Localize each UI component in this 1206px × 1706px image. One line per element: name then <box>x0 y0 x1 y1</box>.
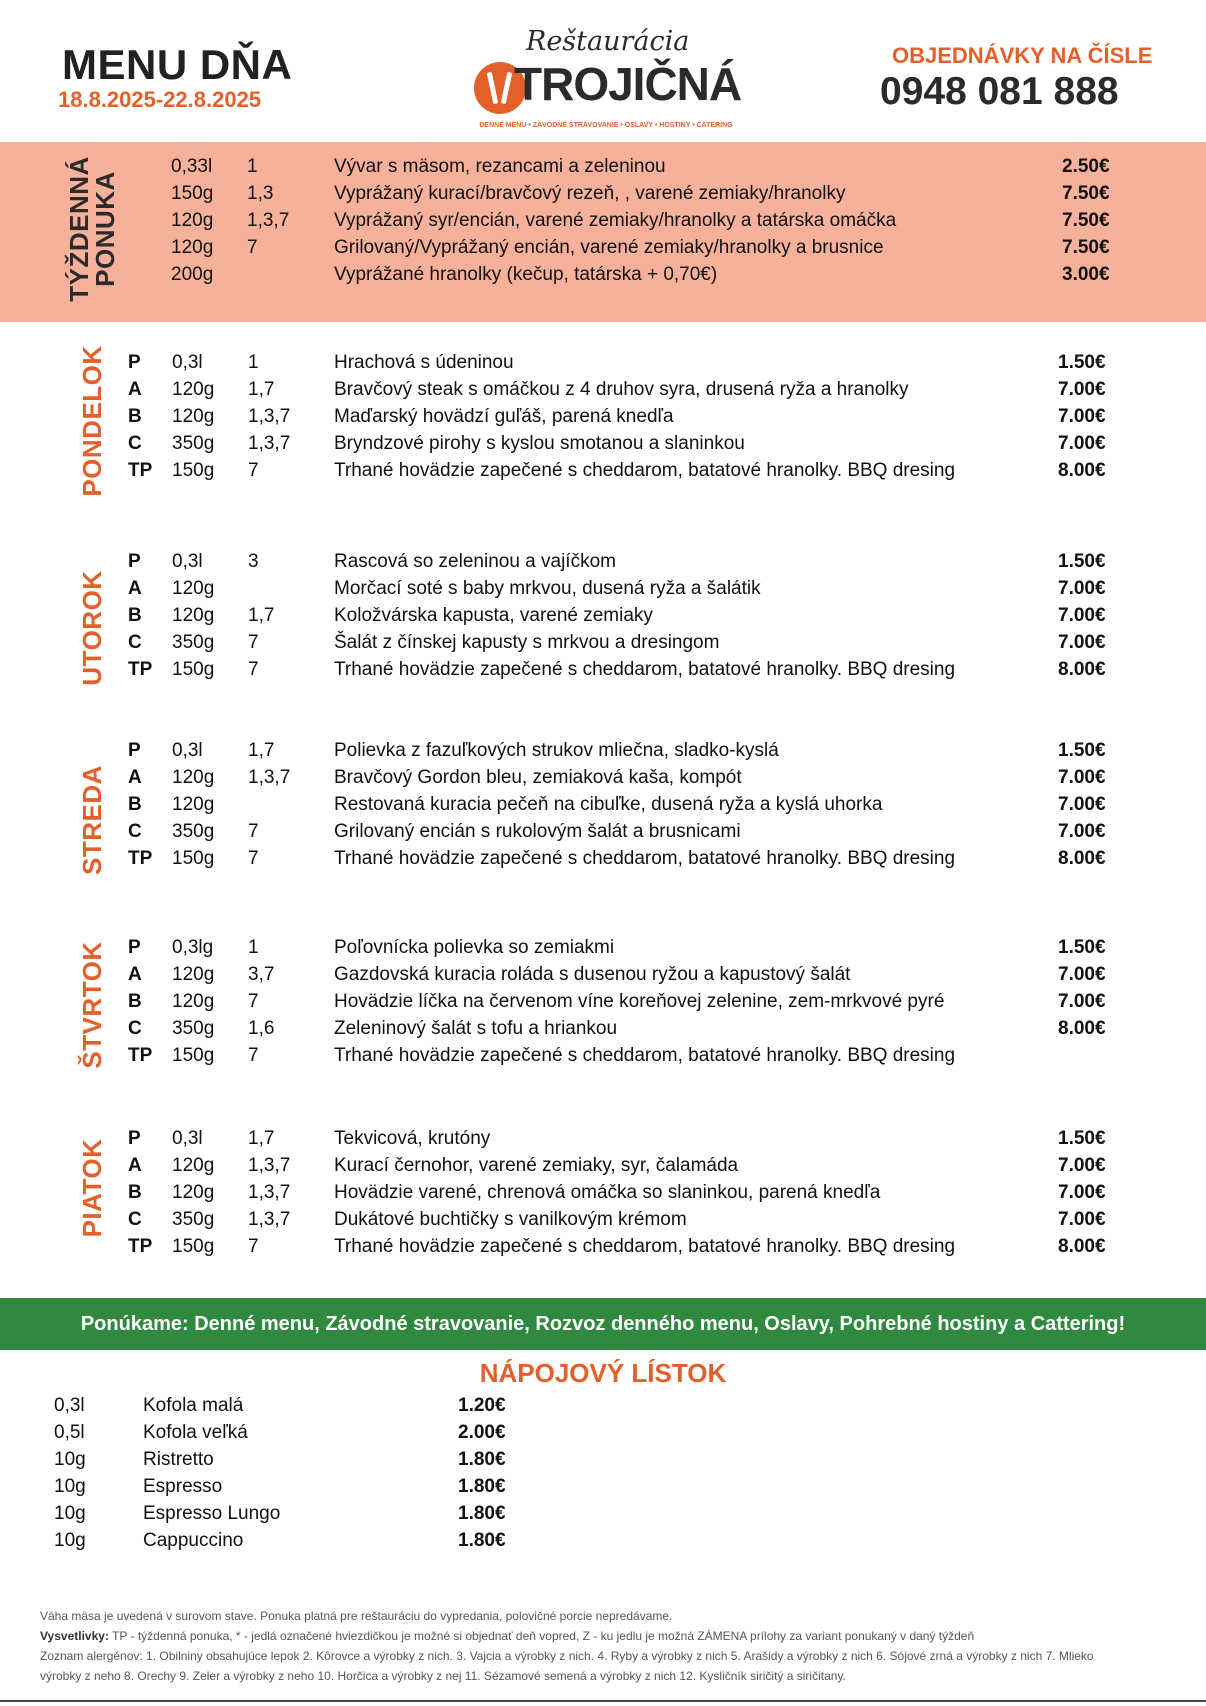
menu-row <box>0 350 1206 376</box>
menu-row <box>0 935 1206 961</box>
bottom-divider <box>0 1700 1206 1702</box>
item-weight: 350g <box>172 433 215 454</box>
drink-price: 1.80€ <box>458 1503 506 1524</box>
item-allergens: 7 <box>248 659 259 680</box>
item-price: 7.00€ <box>1058 1209 1106 1230</box>
drink-price: 1.80€ <box>458 1476 506 1497</box>
menu-row <box>0 962 1206 988</box>
item-allergens: 1,7 <box>248 1128 275 1149</box>
drink-price: 1.20€ <box>458 1395 506 1416</box>
item-description: Morčací soté s baby mrkvou, dusená ryža a šalátik <box>334 578 761 599</box>
item-price: 7.00€ <box>1058 632 1106 653</box>
item-allergens: 3 <box>248 551 259 572</box>
menu-row <box>0 377 1206 403</box>
item-allergens: 1,3,7 <box>248 1155 291 1176</box>
menu-row <box>0 792 1206 818</box>
item-weight: 350g <box>172 1209 215 1230</box>
item-allergens: 1 <box>248 352 259 373</box>
item-description: Polievka z fazuľkových strukov mliečna, sladko-kyslá <box>334 740 779 761</box>
weekly-menu-row <box>0 208 1206 234</box>
item-description: Trhané hovädzie zapečené s cheddarom, batatové hranolky. BBQ dresing <box>334 1236 956 1257</box>
drink-row <box>0 1500 600 1527</box>
drink-price: 1.80€ <box>458 1530 506 1551</box>
menu-row <box>0 657 1206 683</box>
item-price: 7.50€ <box>1062 183 1110 204</box>
item-weight: 0,3l <box>172 740 203 761</box>
drink-volume: 10g <box>54 1476 86 1497</box>
item-code: P <box>128 1128 141 1149</box>
order-label: OBJEDNÁVKY NA ČÍSLE <box>892 43 1153 68</box>
drink-row <box>0 1419 600 1446</box>
drink-name: Espresso Lungo <box>143 1503 281 1524</box>
item-weight: 120g <box>172 1182 215 1203</box>
drink-name: Espresso <box>143 1476 223 1497</box>
item-description: Restovaná kuracia pečeň na cibuľke, dusená ryža a kyslá uhorka <box>334 794 883 815</box>
footer-legend-label: Vysvetlivky: <box>40 1629 109 1643</box>
footer-weight-note: Váha mäsa je uvedená v surovom stave. Ponuka platná pre reštauráciu do vypredania, polovičné porcie nepredávame. <box>40 1609 673 1623</box>
item-weight: 150g <box>172 1236 215 1257</box>
item-description: Hovädzie líčka na červenom víne koreňovej zelenine, zem-mrkvové pyré <box>334 991 945 1012</box>
item-description: Poľovnícka polievka so zemiakmi <box>334 937 615 958</box>
item-price: 7.00€ <box>1058 433 1106 454</box>
item-code: A <box>128 964 142 985</box>
item-code: C <box>128 632 142 653</box>
item-code: A <box>128 379 142 400</box>
drink-volume: 10g <box>54 1449 86 1470</box>
restaurant-logo <box>474 26 742 134</box>
item-description: Trhané hovädzie zapečené s cheddarom, batatové hranolky. BBQ dresing <box>334 659 956 680</box>
footer-legend-text: TP - týždenná ponuka, * - jedlá označené hviezdičkou je možné si objednať deň vopred, Z - ku jedlu je možná ZÁMENA prílohy za variant ponukaný v daný týždeň <box>112 1629 975 1643</box>
item-weight: 0,33l <box>171 156 213 177</box>
footer-allergens-1: Zoznam alergénov: 1. Obilniny obsahujúce lepok 2. Kôrovce a výrobky z nich. 3. Vajcia a výrobky z nich. 4. Ryby a výrobky z nich 5. Arašidy a výrobky z nich 6. Sójové zrná a výrobky z nich 7. Mlieko <box>40 1649 1094 1663</box>
item-weight: 120g <box>172 1155 215 1176</box>
item-weight: 350g <box>172 1018 215 1039</box>
item-price: 1.50€ <box>1058 1128 1106 1149</box>
drink-name: Ristretto <box>143 1449 214 1470</box>
item-description: Rascová so zeleninou a vajíčkom <box>334 551 616 572</box>
menu-row <box>0 989 1206 1015</box>
drink-row <box>0 1473 600 1500</box>
item-price: 7.00€ <box>1058 767 1106 788</box>
page-title: MENU DŇA <box>62 41 293 88</box>
drinks-title: NÁPOJOVÝ LÍSTOK <box>479 1358 727 1388</box>
item-description: Zeleninový šalát s tofu a hriankou <box>334 1018 618 1039</box>
item-price: 7.00€ <box>1058 964 1106 985</box>
drink-row <box>0 1527 600 1554</box>
item-weight: 120g <box>172 605 215 626</box>
item-description: Vyprážaný syr/encián, varené zemiaky/hranolky a tatárska omáčka <box>334 210 897 231</box>
day-label: ŠTVRTOK <box>77 941 107 1069</box>
item-weight: 350g <box>172 821 215 842</box>
weekly-menu-row <box>0 154 1206 180</box>
item-allergens: 3,7 <box>248 964 275 985</box>
menu-row <box>0 765 1206 791</box>
item-weight: 150g <box>172 659 215 680</box>
menu-row <box>0 1180 1206 1206</box>
item-weight: 150g <box>171 183 214 204</box>
item-price: 7.00€ <box>1058 1155 1106 1176</box>
item-weight: 0,3l <box>172 352 203 373</box>
item-price: 1.50€ <box>1058 352 1106 373</box>
item-description: Kurací černohor, varené zemiaky, syr, čalamáda <box>334 1155 739 1176</box>
item-allergens: 7 <box>248 1045 259 1066</box>
footer-allergens-2: výrobky z neho 8. Orechy 9. Zeler a výrobky z neho 10. Horčica a výrobky z nej 11. Sézamové semená a výrobky z nich 12. Kysličník siričitý a siričitany. <box>40 1669 846 1683</box>
item-price: 7.00€ <box>1058 821 1106 842</box>
page-header <box>0 0 1206 142</box>
item-price: 7.00€ <box>1058 578 1106 599</box>
item-description: Bravčový Gordon bleu, zemiaková kaša, kompót <box>334 767 742 788</box>
logo-script-text: Reštaurácia <box>526 26 690 57</box>
item-weight: 150g <box>172 848 215 869</box>
item-price: 1.50€ <box>1058 551 1106 572</box>
item-weight: 200g <box>171 264 214 285</box>
day-label: PIATOK <box>77 1138 107 1238</box>
item-weight: 150g <box>172 460 215 481</box>
drink-volume: 0,3l <box>54 1395 85 1416</box>
item-allergens: 7 <box>248 991 259 1012</box>
drink-name: Kofola malá <box>143 1395 244 1416</box>
item-description: Koložvárska kapusta, varené zemiaky <box>334 605 653 626</box>
menu-row <box>0 1234 1206 1260</box>
footer-notes <box>40 1606 1170 1686</box>
drink-name: Kofola veľká <box>143 1422 248 1443</box>
item-price: 7.50€ <box>1062 210 1110 231</box>
item-allergens: 7 <box>248 460 259 481</box>
item-allergens: 1,7 <box>248 605 275 626</box>
item-code: C <box>128 1018 142 1039</box>
item-description: Trhané hovädzie zapečené s cheddarom, batatové hranolky. BBQ dresing <box>334 1045 956 1066</box>
item-price: 1.50€ <box>1058 937 1106 958</box>
menu-row <box>0 819 1206 845</box>
item-description: Grilovaný encián s rukolovým šalát a brusnicami <box>334 821 741 842</box>
item-code: C <box>128 821 142 842</box>
menu-row <box>0 458 1206 484</box>
item-price: 2.50€ <box>1062 156 1110 177</box>
item-code: B <box>128 605 142 626</box>
item-description: Vyprážané hranolky (kečup, tatárska + 0,70€) <box>334 264 718 285</box>
item-description: Šalát z čínskej kapusty s mrkvou a dresingom <box>334 632 720 653</box>
menu-row <box>0 1207 1206 1233</box>
item-weight: 0,3l <box>172 1128 203 1149</box>
logo-wordmark: TROJIČNÁ <box>514 58 742 110</box>
item-description: Hrachová s údeninou <box>334 352 514 373</box>
item-description: Grilovaný/Vyprážaný encián, varené zemiaky/hranolky a brusnice <box>334 237 884 258</box>
item-code: C <box>128 433 142 454</box>
item-allergens: 1,3,7 <box>248 1182 291 1203</box>
item-description: Gazdovská kuracia roláda s dusenou ryžou a kapustový šalát <box>334 964 851 985</box>
item-price: 7.00€ <box>1058 991 1106 1012</box>
item-code: A <box>128 767 142 788</box>
item-code: TP <box>128 1045 153 1066</box>
drink-row <box>0 1392 600 1419</box>
drink-row <box>0 1446 600 1473</box>
item-allergens: 1,7 <box>248 740 275 761</box>
item-weight: 120g <box>172 767 215 788</box>
item-price: 1.50€ <box>1058 740 1106 761</box>
item-code: TP <box>128 460 153 481</box>
menu-row <box>0 738 1206 764</box>
item-price: 7.00€ <box>1058 1182 1106 1203</box>
item-allergens: 1 <box>248 937 259 958</box>
day-label: STREDA <box>77 765 107 875</box>
item-description: Trhané hovädzie zapečené s cheddarom, batatové hranolky. BBQ dresing <box>334 460 956 481</box>
drink-volume: 0,5l <box>54 1422 85 1443</box>
item-price: 8.00€ <box>1058 460 1106 481</box>
item-allergens: 1,3,7 <box>248 767 291 788</box>
item-code: A <box>128 578 142 599</box>
item-code: P <box>128 740 141 761</box>
item-price: 8.00€ <box>1058 659 1106 680</box>
item-description: Vývar s mäsom, rezancami a zeleninou <box>334 156 666 177</box>
weekly-menu-row <box>0 235 1206 261</box>
menu-row <box>0 1043 1206 1069</box>
item-weight: 0,3lg <box>172 937 214 958</box>
item-weight: 120g <box>171 237 214 258</box>
item-code: C <box>128 1209 142 1230</box>
item-weight: 120g <box>172 794 215 815</box>
item-weight: 0,3l <box>172 551 203 572</box>
item-allergens: 7 <box>248 848 259 869</box>
menu-row <box>0 404 1206 430</box>
item-weight: 350g <box>172 632 215 653</box>
item-description: Trhané hovädzie zapečené s cheddarom, batatové hranolky. BBQ dresing <box>334 848 956 869</box>
item-price: 7.00€ <box>1058 379 1106 400</box>
item-description: Dukátové buchtičky s vanilkovým krémom <box>334 1209 687 1230</box>
menu-row <box>0 576 1206 602</box>
item-allergens: 7 <box>248 1236 259 1257</box>
item-allergens: 1,6 <box>248 1018 275 1039</box>
order-phone: 0948 081 888 <box>880 70 1119 113</box>
item-code: B <box>128 991 142 1012</box>
menu-row <box>0 549 1206 575</box>
drink-volume: 10g <box>54 1503 86 1524</box>
item-description: Bryndzové pirohy s kyslou smotanou a slaninkou <box>334 433 745 454</box>
menu-row <box>0 630 1206 656</box>
item-weight: 120g <box>172 964 215 985</box>
item-description: Tekvicová, krutóny <box>334 1128 491 1149</box>
drink-price: 1.80€ <box>458 1449 506 1470</box>
item-allergens: 7 <box>248 821 259 842</box>
weekly-offer-section <box>0 142 1206 322</box>
item-code: B <box>128 794 142 815</box>
menu-row <box>0 603 1206 629</box>
item-code: TP <box>128 1236 153 1257</box>
drink-name: Cappuccino <box>143 1530 244 1551</box>
item-code: TP <box>128 848 153 869</box>
item-weight: 120g <box>172 379 215 400</box>
item-code: TP <box>128 659 153 680</box>
item-allergens: 1,3,7 <box>248 406 291 427</box>
item-weight: 120g <box>171 210 214 231</box>
item-allergens: 1,3,7 <box>248 1209 291 1230</box>
item-allergens: 7 <box>247 237 258 258</box>
weekly-menu-row <box>0 262 1206 288</box>
item-price: 8.00€ <box>1058 1236 1106 1257</box>
item-description: Vyprážaný kurací/bravčový rezeň, , varené zemiaky/hranolky <box>334 183 846 204</box>
item-code: B <box>128 1182 142 1203</box>
menu-row <box>0 1126 1206 1152</box>
item-price: 7.50€ <box>1062 237 1110 258</box>
footer-legend <box>40 1626 1170 1646</box>
item-price: 8.00€ <box>1058 848 1106 869</box>
item-code: P <box>128 937 141 958</box>
item-price: 8.00€ <box>1058 1018 1106 1039</box>
drink-volume: 10g <box>54 1530 86 1551</box>
item-weight: 120g <box>172 578 215 599</box>
menu-row <box>0 846 1206 872</box>
item-code: P <box>128 551 141 572</box>
item-weight: 120g <box>172 406 215 427</box>
services-banner: Ponúkame: Denné menu, Závodné stravovanie, Rozvoz denného menu, Oslavy, Pohrebné hostiny a Cattering! <box>0 1298 1206 1350</box>
day-label: PONDELOK <box>77 345 107 497</box>
item-price: 7.00€ <box>1058 406 1106 427</box>
item-weight: 120g <box>172 991 215 1012</box>
item-price: 3.00€ <box>1062 264 1110 285</box>
item-code: P <box>128 352 141 373</box>
item-allergens: 1,3 <box>247 183 274 204</box>
item-description: Maďarský hovädzí guľáš, parená knedľa <box>334 406 674 427</box>
menu-row <box>0 1153 1206 1179</box>
item-code: B <box>128 406 142 427</box>
item-description: Bravčový steak s omáčkou z 4 druhov syra, drusená ryža a hranolky <box>334 379 909 400</box>
item-code: A <box>128 1155 142 1176</box>
menu-row <box>0 431 1206 457</box>
item-price: 7.00€ <box>1058 605 1106 626</box>
item-weight: 150g <box>172 1045 215 1066</box>
day-label: UTOROK <box>77 570 107 686</box>
logo-tagline: DENNÉ MENU • ZÁVODNÉ STRAVOVANIE • OSLAVY • HOSTINY • CATERING <box>479 122 733 129</box>
weekly-label-text: TÝŽDENNÁ PONUKA <box>64 156 120 302</box>
item-allergens: 7 <box>248 632 259 653</box>
menu-dates: 18.8.2025-22.8.2025 <box>58 87 262 112</box>
item-allergens: 1 <box>247 156 258 177</box>
weekly-menu-row <box>0 181 1206 207</box>
menu-row <box>0 1016 1206 1042</box>
item-price: 7.00€ <box>1058 794 1106 815</box>
item-allergens: 1,7 <box>248 379 275 400</box>
item-allergens: 1,3,7 <box>248 433 291 454</box>
item-description: Hovädzie varené, chrenová omáčka so slaninkou, parená knedľa <box>334 1182 881 1203</box>
item-allergens: 1,3,7 <box>247 210 290 231</box>
drink-price: 2.00€ <box>458 1422 506 1443</box>
